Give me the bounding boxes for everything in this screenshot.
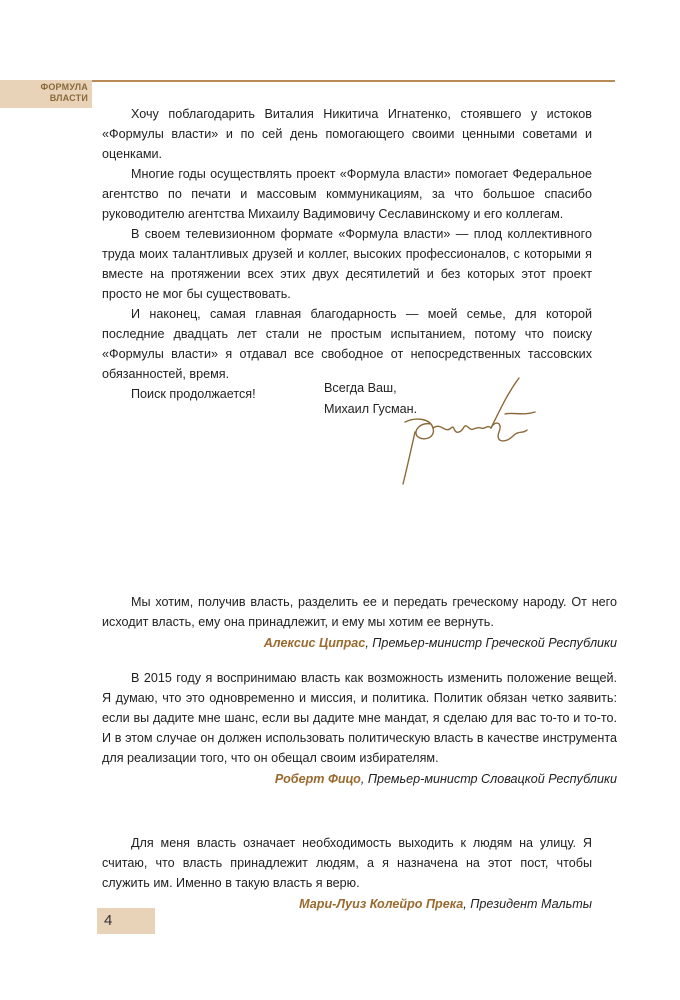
header-rule <box>92 80 615 82</box>
quote-block <box>102 833 592 914</box>
paragraph: В своем телевизионном формате «Формула власти» — плод коллективного труда моих талантливых друзей и коллег, высоких профессионалов, с которыми я вместе на протяжении всех этих двух десятилетий и без которых этот проект просто не мог бы существовать. <box>102 227 592 301</box>
quote-author: Мари-Луиз Колейро Прека <box>299 897 464 911</box>
closing-name: Михаил Гусман. <box>324 402 418 416</box>
section-title-line1: ФОРМУЛА <box>40 82 88 92</box>
closing-salutation: Всегда Ваш, <box>324 381 397 395</box>
section-title <box>0 82 88 104</box>
quote-role: , Президент Мальты <box>463 897 592 911</box>
quote-block <box>102 592 617 653</box>
quote-role: , Премьер-министр Греческой Республики <box>365 636 617 650</box>
quote-author: Роберт Фицо <box>274 772 361 786</box>
page-number: 4 <box>104 912 113 929</box>
quote-author: Алексис Ципрас <box>263 636 366 650</box>
signature-image <box>395 372 545 492</box>
quote-text: Мы хотим, получив власть, разделить ее и передать греческому народу. От него исходит власть, ему она принадлежит, и ему мы хотим ее вернуть. <box>102 595 617 629</box>
quote-role: , Премьер-министр Словацкой Республики <box>360 772 617 786</box>
quote-attribution <box>102 894 592 914</box>
acknowledgements-text <box>102 104 592 404</box>
paragraph: Поиск продолжается! <box>131 387 256 401</box>
paragraph: И наконец, самая главная благодарность — моей семье, для которой последние двадцать лет стали не простым испытанием, потому что поиску «Формулы власти» я отдавал все свободное от непосредственных тассовских обязанностей, время. <box>102 307 592 381</box>
section-title-line2: ВЛАСТИ <box>49 93 88 103</box>
quote-text: В 2015 году я воспринимаю власть как возможность изменить положение вещей. Я думаю, что это одновременно и миссия, и политика. Политик обязан четко заявить: если вы дадите мне шанс, если вы дадите мне мандат, я сделаю для вас то-то и то-то. И в этом случае он должен использовать политическую власть в качестве инструмента для реализации того, что он обещал своим избирателям. <box>102 671 617 765</box>
paragraph: Многие годы осуществлять проект «Формула власти» помогает Федеральное агентство по печати и массовым коммуникациям, за что большое спасибо руководителю агентства Михаилу Вадимовичу Сеславинскому и его коллегам. <box>102 167 592 221</box>
quote-attribution <box>102 633 617 653</box>
paragraph: Хочу поблагодарить Виталия Никитича Игнатенко, стоявшего у истоков «Формулы власти» и по сей день помогающего своими ценными советами и оценками. <box>102 107 592 161</box>
quote-text: Для меня власть означает необходимость выходить к людям на улицу. Я считаю, что власть принадлежит людям, а я назначена на этот пост, чтобы служить им. Именно в такую власть я верю. <box>102 836 592 890</box>
quote-block <box>102 668 617 789</box>
quote-attribution <box>102 769 617 789</box>
